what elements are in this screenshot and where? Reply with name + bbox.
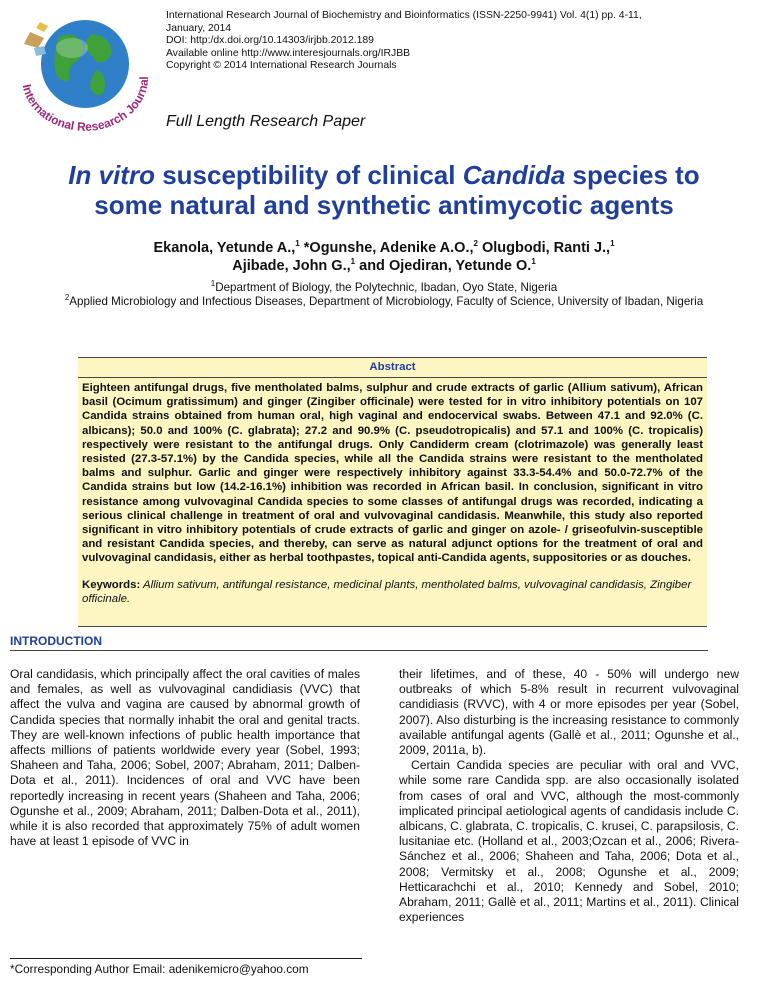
paper-title — [40, 160, 728, 220]
affiliations — [40, 281, 728, 309]
keywords-label: Keywords: — [82, 578, 141, 591]
keywords-text: Allium sativum, antifungal resistance, medicinal plants, mentholated balms, vulvovaginal candidasis, Zingiber officinale. — [82, 578, 692, 605]
author-affil-mark: 1 — [531, 257, 536, 267]
author-affil-mark: 2 — [473, 239, 478, 249]
abstract-box — [78, 357, 707, 627]
globe-icon — [10, 8, 160, 136]
column-right — [399, 667, 739, 925]
section-heading-introduction: INTRODUCTION — [10, 634, 102, 648]
logo-text: International Research Journal — [19, 76, 152, 134]
title-part: species to some natural and synthetic antimycotic agents — [94, 160, 700, 220]
keywords — [78, 566, 707, 606]
corresponding-author-footnote: *Corresponding Author Email: adenikemicro@yahoo.com — [10, 962, 309, 976]
author: and Ojediran, Yetunde O. — [355, 258, 532, 274]
footnote-divider — [10, 958, 362, 959]
abstract-text: Eighteen antifungal drugs, five mentholated balms, sulphur and crude extracts of garlic (Allium sativum), African basil (Ocimum gratissimum) and ginger (Zingiber officinale) were tested for in vitro inhibitory potentials on 107 Candida strains obtained from human oral, high vaginal and endocervical swabs. Between 47.1 and 92.0% (C. albicans); 50.0 and 100% (C. glabrata); 27.2 and 90.9% (C. pseudotropicalis) and 57.1 and 100% (C. tropicalis) respectively were resistant to the antifungal drugs. Only Candiderm cream (clotrimazole) was generally least resisted (27.3-57.1%) by the Candida species, while all the Candida strains were resistant to the mentholated balms and sulphur. Garlic and ginger were respectively inhibitory against 33.3-54.4% and 50.0-72.7% of the Candida strains but low (14.2-16.1%) inhibition was recorded in African basil. In conclusion, significant in vitro resistance among vulvovaginal Candida species to some classes of antifungal drugs was recorded, indicating a serious clinical challenge in treatment of oral and vulvovaginal candidasis. Meanwhile, this study also reported significant in vitro inhibitory potentials of crude extracts of garlic and ginger on azole- / griseofulvin-susceptible and resistant Candida species, and thereby, can serve as natural adjunct options for the treatment of oral and vulvovaginal candidasis, either as herbal toothpastes, topical anti-Candida agents, suppositories or as douches. — [82, 382, 703, 565]
author: Ajibade, John G., — [232, 258, 351, 274]
title-part: Candida — [462, 160, 566, 190]
journal-logo — [10, 8, 160, 136]
abstract-heading: Abstract — [78, 358, 707, 378]
section-divider — [10, 650, 708, 651]
affiliation-2: Applied Microbiology and Infectious Diseases, Department of Microbiology, Faculty of Science, University of Ibadan, Nigeria — [69, 295, 704, 309]
affil-mark: 2 — [64, 293, 70, 303]
title-part: In vitro — [68, 160, 155, 190]
author-affil-mark: 1 — [610, 239, 615, 249]
journal-info-line: January, 2014 — [166, 22, 232, 34]
authors — [40, 239, 728, 275]
affiliation-1: Department of Biology, the Polytechnic, Ibadan, Oyo State, Nigeria — [215, 281, 558, 294]
journal-info — [166, 10, 726, 73]
paragraph: their lifetimes, and of these, 40 - 50% will undergo new outbreaks of which 5-8% result in recurrent vulvovaginal candidiasis (RVVC), with 4 or more episodes per year (Sobel, 2007). Also disturbing is the increasing resistance to commonly available antifungal agents (Gallè et al., 2011; Ogunshe et al., 2009, 2011a, b). — [399, 667, 739, 758]
paragraph: Oral candidasis, which principally affect the oral cavities of males and females, as well as vulvovaginal candidiasis (VVC) that affect the vulva and vagina are caused by abnormal growth of Candida species that normally inhabit the oral and genital tracts. They are well-known infections of public health importance that affects millions of patients worldwide every year (Sobel, 1993; Shaheen and Taha, 2006; Sobel, 2007; Abraham, 2011; Dalben-Dota et al., 2011). Incidences of oral and VVC have been reportedly increasing in recent years (Shaheen and Taha, 2006; Ogunshe et al., 2009; Abraham, 2011; Dalben-Dota et al., 2011), while it is also recorded that approximately 75% of adult women have at least 1 episode of VVC in — [10, 667, 360, 849]
author: Olugbodi, Ranti J., — [477, 240, 611, 256]
author: Ekanola, Yetunde A., — [153, 240, 296, 256]
paper-type: Full Length Research Paper — [166, 113, 366, 130]
affil-mark: 1 — [210, 279, 216, 289]
author: *Ogunshe, Adenike A.O., — [299, 240, 474, 256]
title-part: susceptibility of clinical — [154, 160, 463, 190]
journal-info-line: International Research Journal of Biochemistry and Bioinformatics (ISSN-2250-9941) Vol. 4(1) pp. 4-11, — [166, 10, 642, 21]
doi-line: DOI: http:/dx.doi.org/10.14303/irjbb.2012.189 — [166, 35, 374, 47]
author-affil-mark: 1 — [350, 257, 356, 267]
column-left — [10, 667, 360, 849]
online-url-line: Available online http://www.interesjournals.org/IRJBB — [166, 47, 411, 59]
paragraph: Certain Candida species are peculiar with oral and VVC, while some rare Candida spp. are also occasionally isolated from cases of oral and VVC, although the most-commonly implicated principal aetiological agents of candidasis include C. albicans, C. glabrata, C. tropicalis, C. krusei, C. parapsilosis, C. lusitaniae etc. (Holland et al., 2003;Ozcan et al., 2006; Rivera-Sánchez et al., 2006; Shaheen and Taha, 2006; Dota et al., 2008; Vermitsky et al., 2008; Ogunshe et al., 2009; Hetticarachchi et al., 2010; Kennedy and Sobel, 2010; Abraham, 2011; Gallè et al., 2011; Martins et al., 2011). Clinical experiences — [399, 758, 739, 925]
copyright-line: Copyright © 2014 International Research Journals — [166, 60, 397, 72]
author-affil-mark: 1 — [295, 239, 300, 249]
